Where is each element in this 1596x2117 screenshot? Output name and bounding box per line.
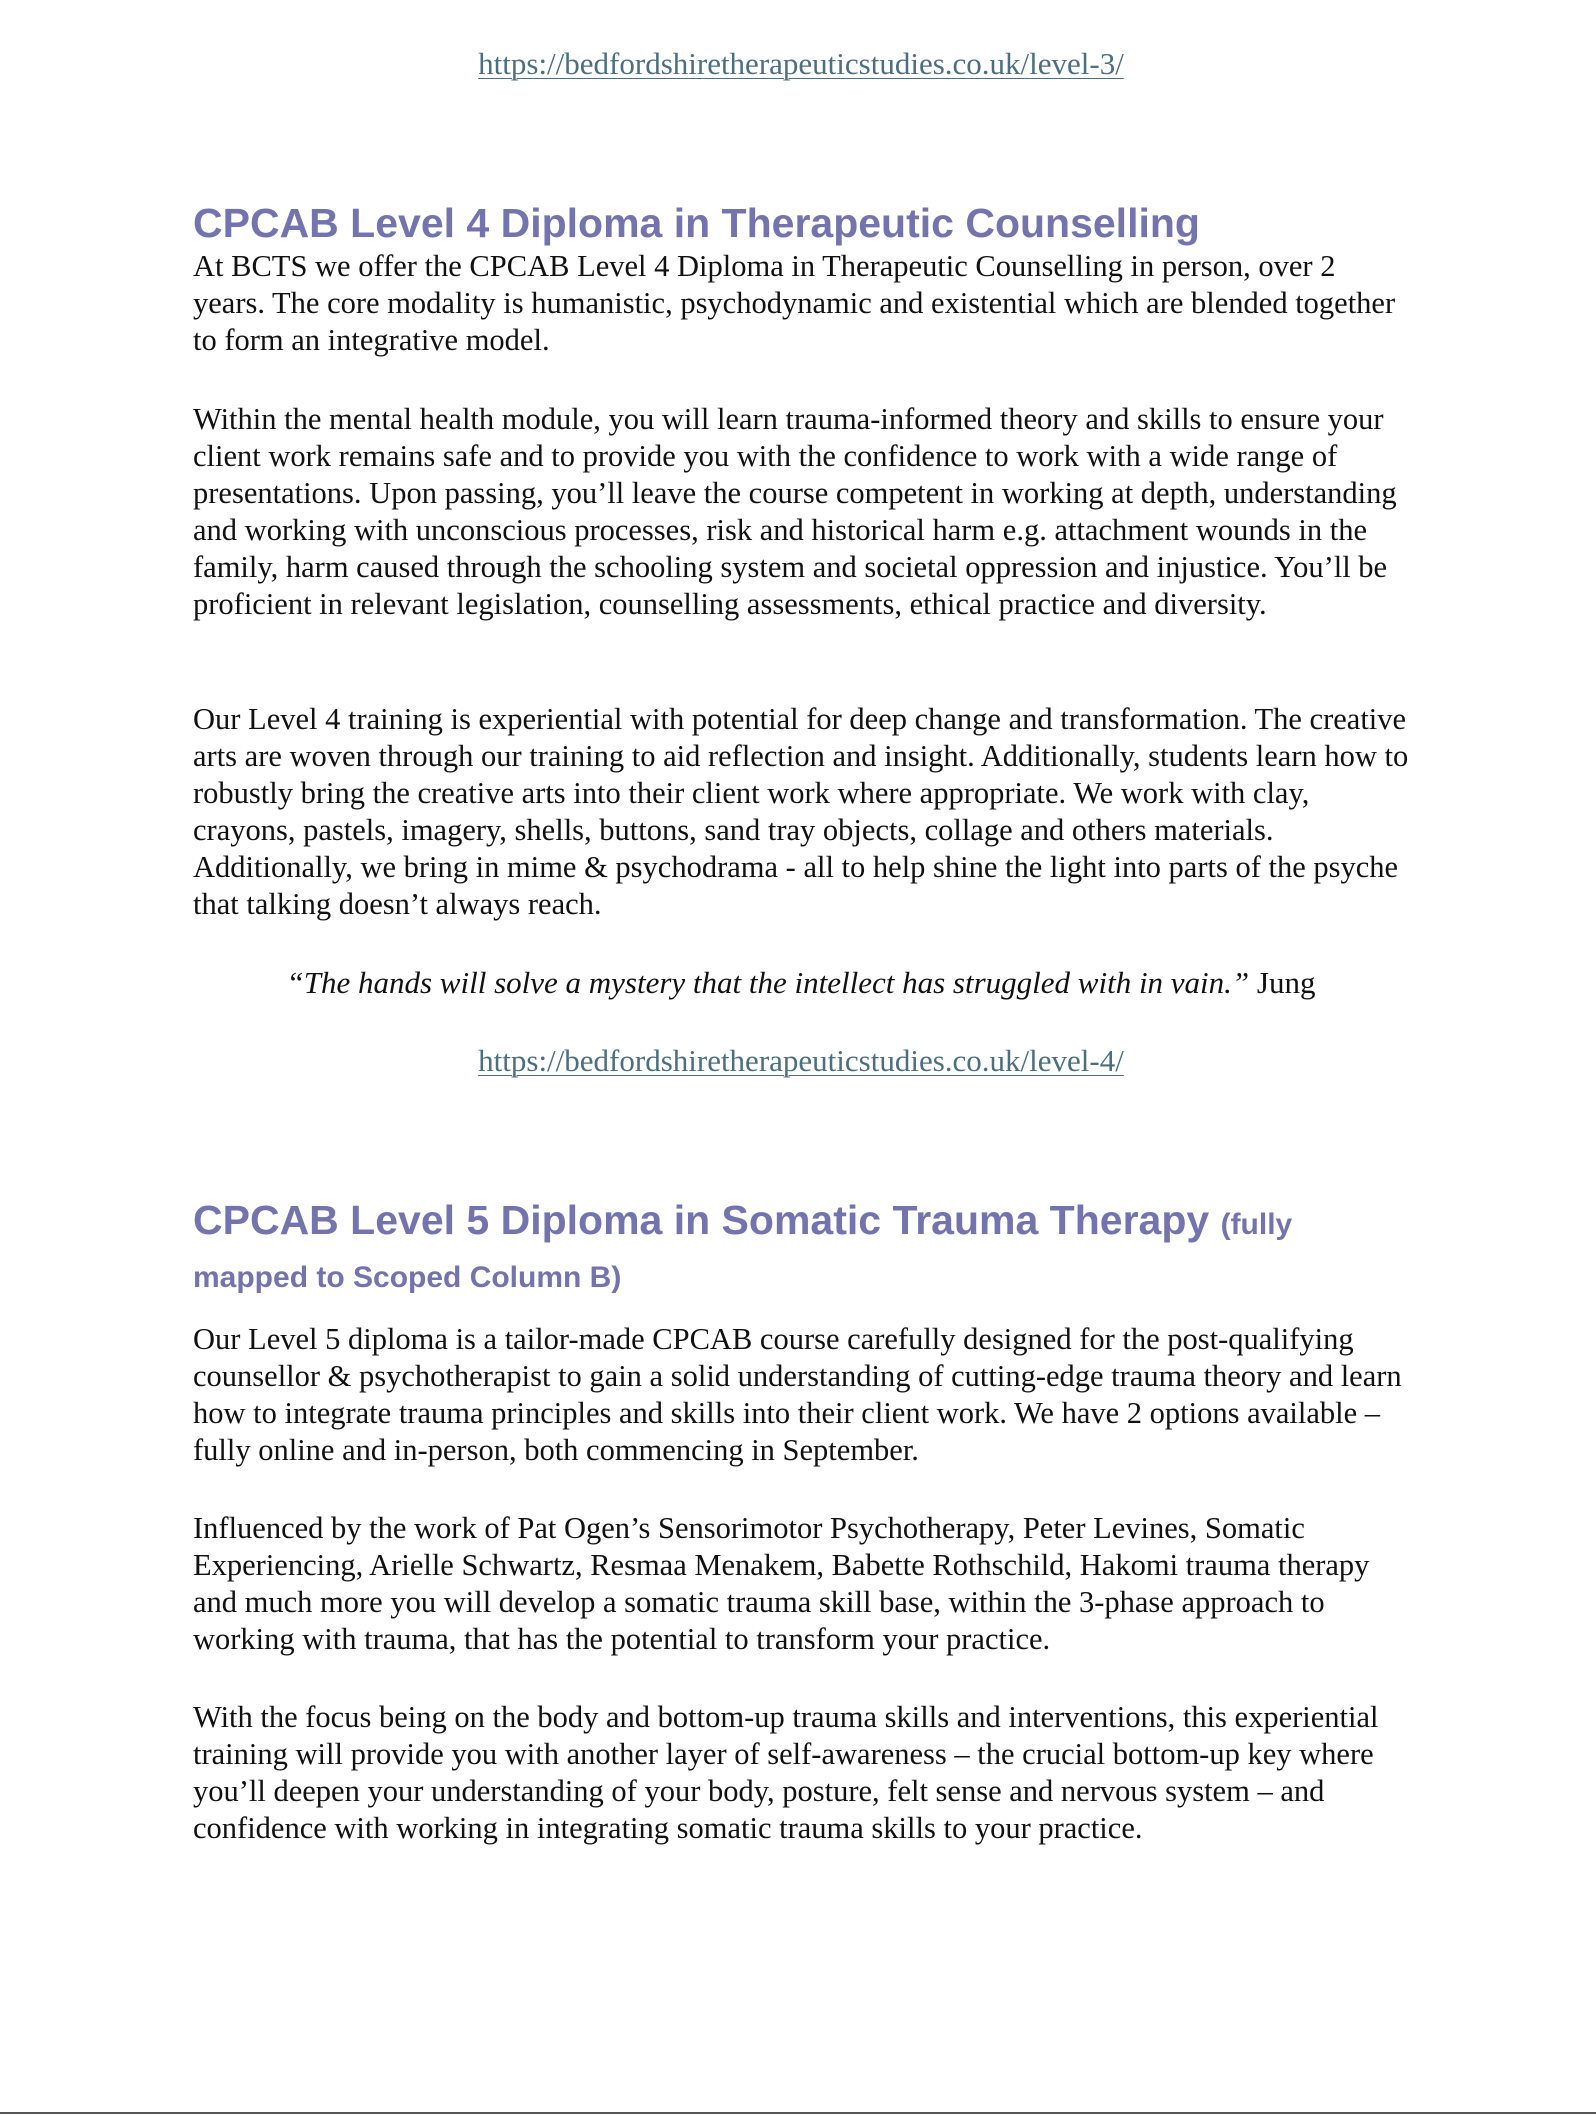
level-4-paragraph-1: At BCTS we offer the CPCAB Level 4 Diploma in Therapeutic Counselling in person, over 2 years. The core modality is humanistic, psychodynamic and existential which are blended together to form an integrative model. [193, 249, 1396, 357]
quote-text: “The hands will solve a mystery that the intellect has struggled with in vain.” [286, 965, 1250, 1000]
level-3-link[interactable]: https://bedfordshiretherapeuticstudies.co.uk/level-3/ [478, 46, 1124, 81]
level-4-paragraph-3: Our Level 4 training is experiential with potential for deep change and transformation. The creative arts are woven through our training to aid reflection and insight. Additionally, students learn how to robustly bring the creative arts into their client work where appropriate. We work with clay, crayons, pastels, imagery, shells, buttons, sand tray objects, collage and others materials. Additionally, we bring in mime & psychodrama - all to help shine the light into parts of the psyche that talking doesn’t always reach. [193, 702, 1409, 921]
quote-author: Jung [1256, 965, 1316, 1000]
level-4-paragraph-2: Within the mental health module, you will learn trauma-informed theory and skills to ensure your client work remains safe and to provide you with the confidence to work with a wide range of presentations. Upon passing, you’ll leave the course competent in working at depth, understanding and working with unconscious processes, risk and historical harm e.g. attachment wounds in the family, harm caused through the schooling system and societal oppression and injustice. You’ll be proficient in relevant legislation, counselling assessments, ethical practice and diversity. [193, 402, 1397, 621]
level-4-link[interactable]: https://bedfordshiretherapeuticstudies.co.uk/level-4/ [478, 1043, 1124, 1078]
level-5-paragraph-1: Our Level 5 diploma is a tailor-made CPCAB course carefully designed for the post-qualifying counsellor & psychotherapist to gain a solid understanding of cutting-edge trauma theory and learn how to integrate trauma principles and skills into their client work. We have 2 options available – fully online and in-person, both commencing in September. [193, 1322, 1402, 1467]
level-5-heading-main: CPCAB Level 5 Diploma in Somatic Trauma Therapy [193, 1197, 1210, 1243]
level-5-heading [193, 1196, 1409, 1302]
level-4-heading: CPCAB Level 4 Diploma in Therapeutic Counselling [193, 200, 1200, 246]
level-5-paragraph-3: With the focus being on the body and bottom-up trauma skills and interventions, this experiential training will provide you with another layer of self-awareness – the crucial bottom-up key where you’ll deepen your understanding of your body, posture, felt sense and nervous system – and confidence with working in integrating somatic trauma skills to your practice. [193, 1700, 1379, 1845]
level-5-paragraph-2: Influenced by the work of Pat Ogen’s Sensorimotor Psychotherapy, Peter Levines, Somatic Experiencing, Arielle Schwartz, Resmaa Menakem, Babette Rothschild, Hakomi trauma therapy and much more you will develop a somatic trauma skill base, within the 3-phase approach to working with trauma, that has the potential to transform your practice. [193, 1511, 1370, 1656]
page-bottom-divider [0, 2112, 1596, 2114]
level-5-heading-sub: (fully mapped to Scoped Column B) [193, 1208, 1293, 1294]
jung-quote [193, 963, 1409, 1003]
